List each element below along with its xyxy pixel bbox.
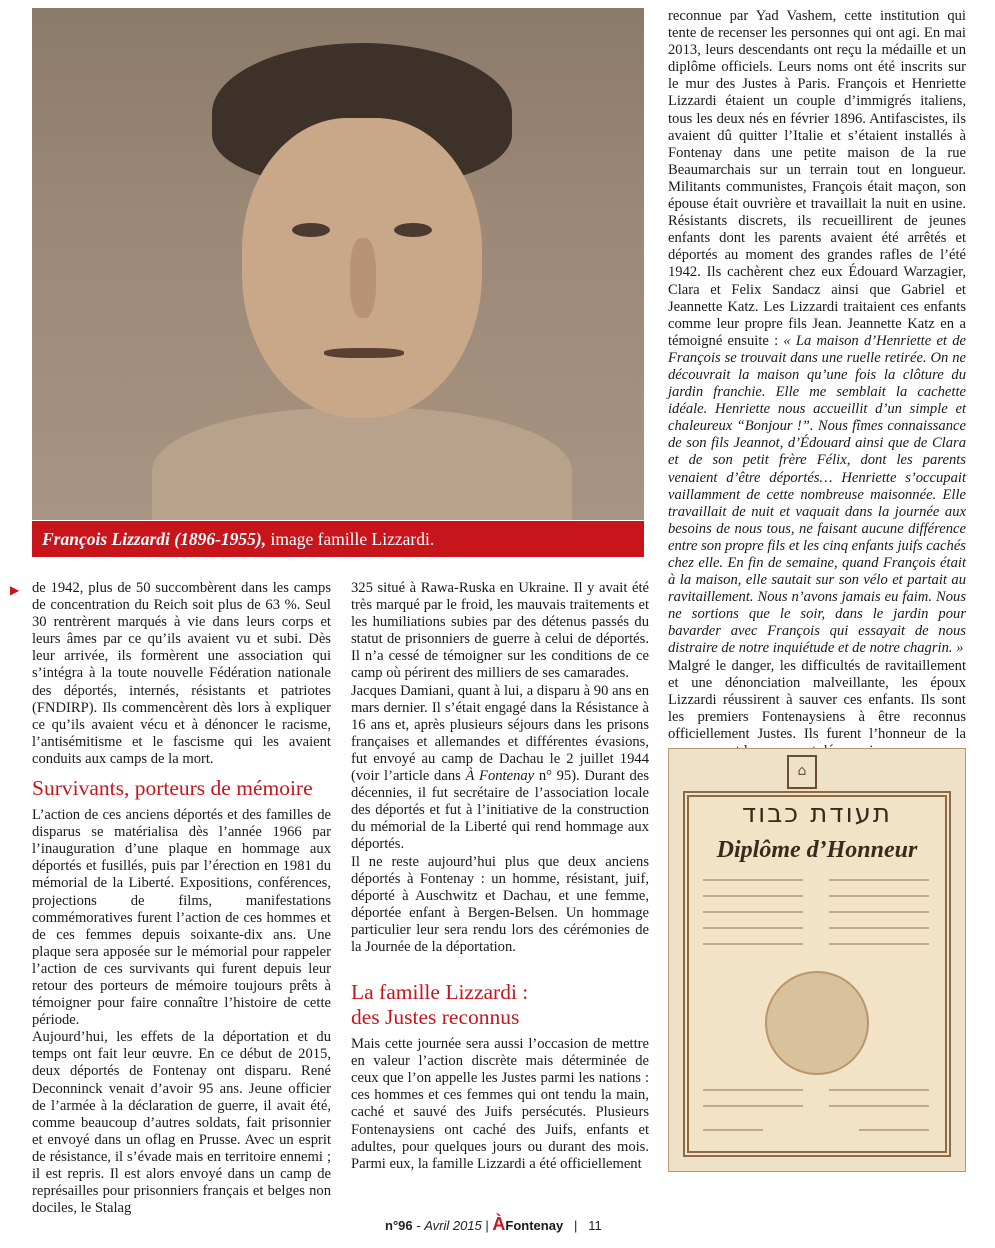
diploma-text-line xyxy=(829,911,929,913)
yad-vashem-emblem-icon: ⌂ xyxy=(787,755,817,789)
col2-text: Jacques Damiani, quant à lui, a disparu à 90 ans en mars dernier. Il s’était engagé dans la Résistance à 16 ans et, après plusieurs séjours dans les prisons françaises et allemandes et différentes évasions, fut envoyé au camp de Dachau le 2 juillet 1944 (voir l’article dans xyxy=(351,682,649,785)
page-number: 11 xyxy=(588,1218,602,1233)
diploma-text-line xyxy=(703,911,803,913)
testimony-quote: « La maison d’Henriette et de François se trouvait dans une ruelle retirée. On ne découvrait la maison qu’une fois la clôture du jardin franchie. Elle me semblait la cachette idéale. Henriette nous accueillit d’un simple et chaleureux “Bonjour !”. Nous fîmes connaissance de son fils Jeannot, d’Édouard ainsi que de Clara et de son petit frère Félix, dont les parents venaient d’être déportés… Henriette s’occupait vaillamment de cette nombreuse maisonnée. Elle travaillait de nuit et vaquait dans la journée aux besoins de nous tous, ne faisant aucune différence entre son propre fils et les cinq enfants juifs cachés chez elle. En fin de semaine, quand François était à la maison, elle sautait sur son vélo et partait au ravitaillement. Nous n’avons jamais eu faim. Nous ne sortions que le soir, dans le jardin pour bavarder avec François qui essayait de nous distraire de notre inquiétude et de notre chagrin. » xyxy=(668,332,966,657)
caption-name: François Lizzardi (1896-1955), xyxy=(42,529,267,549)
diploma-text-line xyxy=(829,879,929,881)
diploma-seal xyxy=(765,971,869,1075)
photo-eye-left xyxy=(292,223,330,237)
col1-paragraph: Aujourd’hui, les effets de la déportation et du temps ont fait leur œuvre. En ce début de 2015, deux déportés de Fontenay ont disparu. René Deconninck venait d’avoir 95 ans. Jeune officier de l’armée à la déclaration de guerre, il avait été, comme beaucoup d’autres soldats, fait prisonnier et envoyé dans un oflag en Prusse. Avec un esprit de résistance, il s’évade mais en territoire ennemi ; il est repris. Il est alors envoyé dans un camp de représailles pour prisonniers français et belges non dociles, le Stalag xyxy=(32,1029,331,1217)
magazine-title: À Fontenay xyxy=(465,768,535,785)
column-2 xyxy=(351,580,649,1173)
col1-paragraph: de 1942, plus de 50 succombèrent dans les camps de concentration du Reich soit plus de 63 %. Seul 30 rentrèrent marqués à vie dans leurs corps et leurs âmes par ce qu’ils avaient vu et subi. Dès leur arrivée, ils formèrent une association qui s’intégra à la toute nouvelle Fédération nationale des déportés, internés, résistants et patriotes (FNDIRP). Ils commencèrent dès lors à expliquer ce qu’ils avaient vécu et à dénoncer le racisme, l’antisémitisme et le fascisme qui les avaient conduits aux camps de la mort. xyxy=(32,580,331,767)
diploma-text-line xyxy=(703,927,803,929)
logo-letter: À xyxy=(492,1214,506,1234)
caption-credit: image famille Lizzardi. xyxy=(266,529,435,549)
col2-paragraph: Il ne reste aujourd’hui plus que deux anciens déportés à Fontenay : un homme, résistant, juif, déporté à Auschwitz et Dachau, et une femme, déportée enfant à Bergen-Belsen. Un hommage particulier leur sera rendu lors des cérémonies de la Journée de la déportation. xyxy=(351,853,649,955)
col2-paragraph: 325 situé à Rawa-Ruska en Ukraine. Il y avait été très marqué par le froid, les mauvais traitements et les humiliations subies par des détenus passés du statut de prisonniers de guerre à celui de déportés. Il n’a cessé de témoigner sur les conditions de ce camp où périrent des milliers de ses camarades. xyxy=(351,580,649,682)
diploma-text-line xyxy=(703,895,803,897)
column-3 xyxy=(668,8,966,777)
portrait-photo xyxy=(32,8,644,520)
photo-mouth xyxy=(324,348,404,358)
section-heading xyxy=(351,980,649,1030)
photo-nose xyxy=(350,238,376,318)
photo-collar xyxy=(152,408,572,520)
diploma-text-line xyxy=(703,879,803,881)
col2-text: n° 95). Durant des décennies, il fut secrétaire de l’association locale des déportés et fut à l’initiative de la construction du mémorial de la Liberté qui rend hommage aux déportés. xyxy=(351,768,649,853)
diploma-text-line xyxy=(829,1105,929,1107)
col3-text: Malgré le danger, les difficultés de ravitaillement et une dénonciation malveillante, les époux Lizzardi réussirent à sauver ces enfants. Ils sont les premiers Fontenaysiens à être reconnus officiellement Justes. Ils furent l’honneur de la xyxy=(668,657,966,742)
issue-date: Avril 2015 xyxy=(424,1218,482,1233)
col2-paragraph: Mais cette journée sera aussi l’occasion de mettre en valeur l’action discrète mais déterminée de ceux que l’on appelle les Justes parmi les nations : ces hommes et ces femmes qui ont tendu la main, caché et sauvé des Juifs persécutés. Plusieurs Fontenaysiens ont caché des Juifs, enfants et adultes, pour quelques jours ou durant des mois. Parmi eux, la famille Lizzardi a été officiellement xyxy=(351,1036,649,1172)
diploma-hebrew-title: תעודת כבוד xyxy=(741,799,893,829)
diploma-text-line xyxy=(703,1105,803,1107)
footer-separator: | xyxy=(485,1218,489,1233)
photo-eye-right xyxy=(394,223,432,237)
triangle-right-icon: ▶ xyxy=(10,583,20,597)
diploma-title: Diplôme d’Honneur xyxy=(716,837,918,863)
diploma-text-line xyxy=(829,927,929,929)
column-1 xyxy=(32,580,331,1217)
diploma-signature-line xyxy=(703,1129,763,1131)
diploma-text-line xyxy=(703,943,803,945)
logo-name: Fontenay xyxy=(505,1218,564,1233)
heading-line: La famille Lizzardi : xyxy=(351,980,529,1005)
magazine-logo xyxy=(492,1214,564,1234)
heading-line: des Justes reconnus xyxy=(351,1005,520,1030)
col3-text: reconnue par Yad Vashem, cette institution qui tente de recenser les personnes qui ont agi. En mai 2013, leurs descendants ont reçu la médaille et un diplôme officiels. Leurs noms ont été inscrits sur le mur des Justes à Paris. François et Henriette Lizzardi étaient un couple d’immigrés italiens, tous les deux nés en février 1896. Antifascistes, ils avaient dû quitter l’Italie et s’étaient installés à Fontenay dans une petite maison de la rue Beaumarchais sur un terrain tout en longueur. Militants communistes, François était maçon, son épouse était ouvrière et travaillait la nuit en usine. Résistants discrets, ils recueillirent de jeunes enfants dont les parents avaient été arrêtés et déportés au moment des grandes rafles de l’été 1942. Ils cachèrent chez eux Édouard Warzagier, Clara et Felix Sandacz ainsi que Gabriel et Jeannette Katz. Les Lizzardi traitaient ces enfants comme leur propre fils Jean. Jeannette Katz en a témoigné ensuite : xyxy=(668,8,966,349)
diploma-signature-line xyxy=(859,1129,929,1131)
issue-number: n°96 xyxy=(385,1218,413,1233)
col3-paragraph xyxy=(668,8,966,658)
col2-paragraph xyxy=(351,683,649,854)
page-footer: n°96 - Avril 2015 | ÀFontenay | 11 xyxy=(385,1214,602,1234)
section-heading: Survivants, porteurs de mémoire xyxy=(32,776,313,801)
photo-caption xyxy=(32,521,644,557)
diploma-text-line xyxy=(703,1089,803,1091)
footer-separator: | xyxy=(574,1218,578,1233)
diploma-text-line xyxy=(829,943,929,945)
col1-paragraph: L’action de ces anciens déportés et des familles de disparus se matérialisa dès l’année 1966 par l’inauguration d’une plaque en hommage aux déportés et fusillés, puis par l’érection en 1981 du mémorial de la Liberté. Expositions, conférences, projections de films, manifestations commémoratives furent l’action de ces hommes et de ces femmes depuis soixante-dix ans. Une plaque sera apposée sur le mémorial pour rappeler l’action de ces survivants qui furent depuis leur retour des porteurs de mémoire toujours prêts à témoigner pour faire connaître l’histoire de cette période. xyxy=(32,807,331,1029)
diploma-text-line xyxy=(829,895,929,897)
diploma-image xyxy=(668,748,966,1172)
diploma-text-line xyxy=(829,1089,929,1091)
